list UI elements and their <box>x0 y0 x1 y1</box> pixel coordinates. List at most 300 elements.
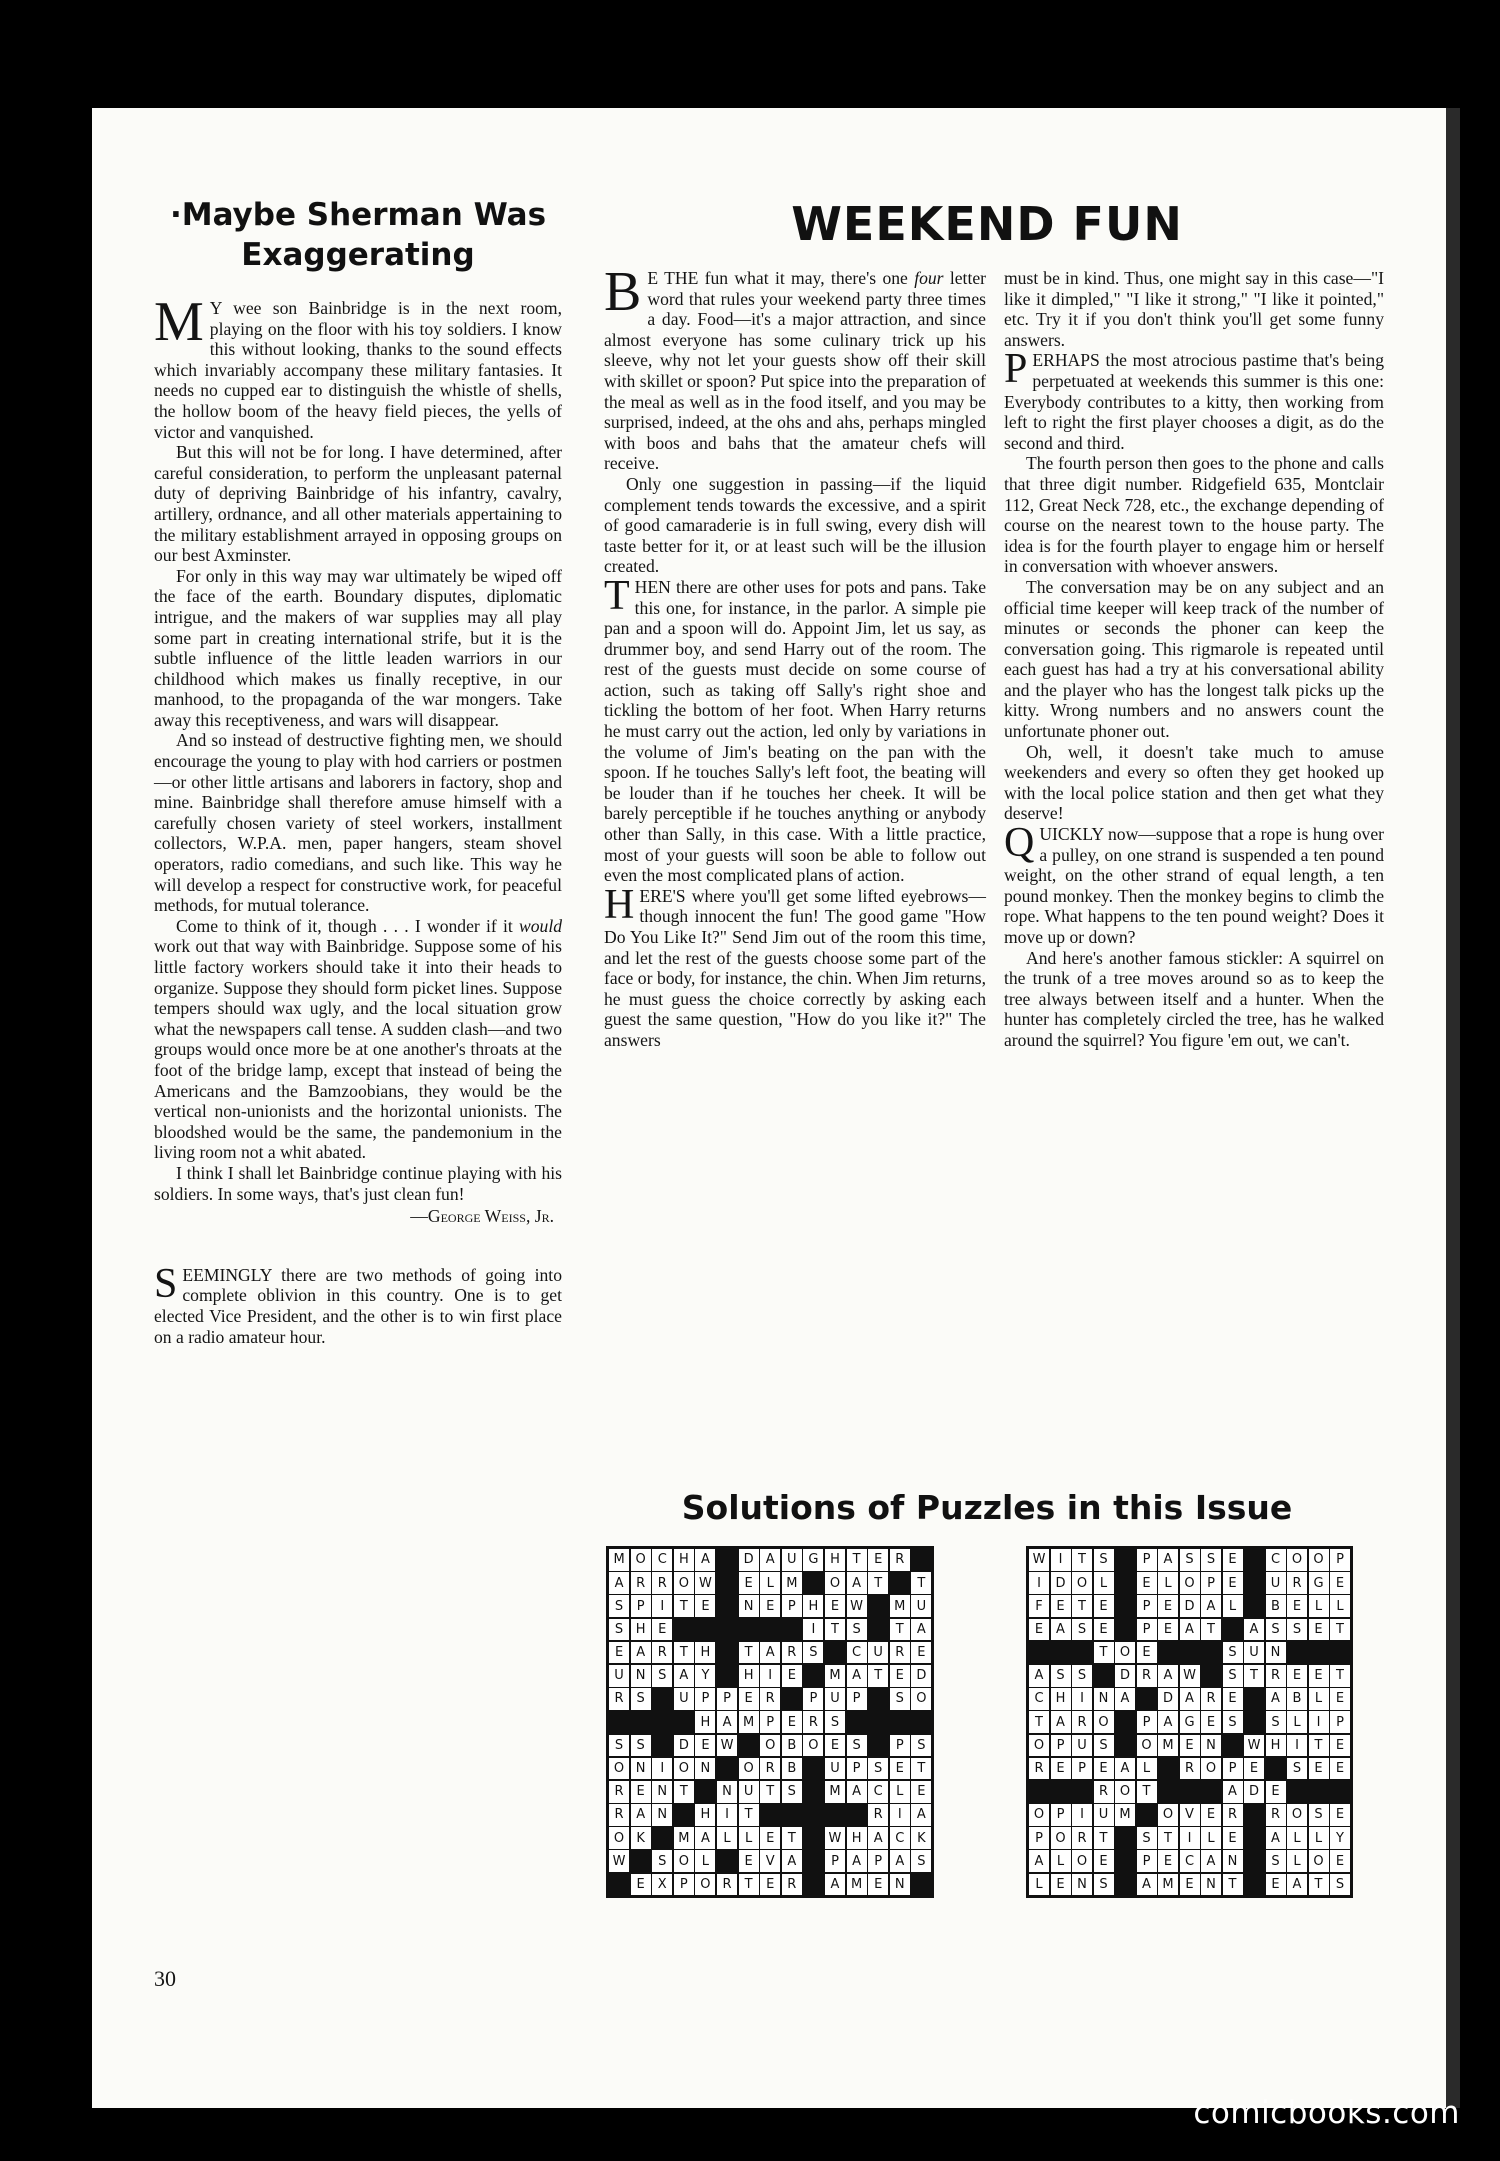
grid-letter: T <box>1094 1642 1114 1664</box>
grid-letter: P <box>847 1758 867 1780</box>
grid-letter: M <box>674 1827 694 1849</box>
grid-letter: A <box>1137 1874 1157 1896</box>
grid-letter: E <box>890 1665 910 1687</box>
grid-letter: S <box>1287 1758 1307 1780</box>
grid-letter: D <box>674 1735 694 1757</box>
grid-letter: O <box>631 1549 651 1571</box>
grid-letter: N <box>890 1874 910 1896</box>
grid-letter: M <box>825 1665 845 1687</box>
black-square <box>609 1711 629 1733</box>
grid-letter: S <box>847 1735 867 1757</box>
grid-letter: E <box>1094 1850 1114 1872</box>
grid-letter: H <box>1051 1688 1071 1710</box>
grid-letter: L <box>739 1827 759 1849</box>
crossword-solution-left <box>606 1546 934 1898</box>
drop-cap: Q <box>1004 820 1035 867</box>
grid-letter: I <box>890 1804 910 1826</box>
grid-letter: T <box>739 1874 759 1896</box>
grid-letter: W <box>847 1595 867 1617</box>
grid-letter: N <box>1201 1874 1221 1896</box>
grid-letter: P <box>1051 1735 1071 1757</box>
drop-cap: T <box>604 572 630 619</box>
grid-letter: H <box>739 1665 759 1687</box>
grid-letter: N <box>1094 1688 1114 1710</box>
grid-letter: Y <box>1330 1827 1350 1849</box>
weekend-fun-column-1 <box>604 261 987 1051</box>
grid-letter: E <box>1094 1619 1114 1641</box>
black-square <box>717 1642 737 1664</box>
black-square <box>760 1804 780 1826</box>
paragraph: M Y wee son Bainbridge is in the next room, playing on the floor with his toy soldiers. I know this without looking, thanks to the sound effects which invariably accompany these military fantasies. It needs no cupped ear to distinguish the whistle of shells, the hollow boom of the heavy field pieces, the yells of victor and vanquished. <box>154 291 562 442</box>
grid-letter: X <box>652 1874 672 1896</box>
black-square <box>803 1572 823 1594</box>
grid-letter: H <box>695 1642 715 1664</box>
grid-letter: S <box>782 1781 802 1803</box>
grid-letter: N <box>695 1758 715 1780</box>
grid-letter: L <box>1029 1874 1049 1896</box>
grid-letter: M <box>609 1549 629 1571</box>
grid-letter: T <box>890 1619 910 1641</box>
black-square <box>868 1595 888 1617</box>
grid-letter: D <box>739 1549 759 1571</box>
watermark: comicbooks.com <box>1193 2095 1460 2131</box>
grid-letter: M <box>1158 1874 1178 1896</box>
grid-letter: I <box>1180 1827 1200 1849</box>
black-square <box>1051 1642 1071 1664</box>
grid-letter: E <box>1051 1758 1071 1780</box>
grid-letter: R <box>868 1804 888 1826</box>
black-square <box>825 1642 845 1664</box>
grid-letter: E <box>652 1619 672 1641</box>
grid-letter: P <box>1201 1572 1221 1594</box>
grid-letter: R <box>782 1874 802 1896</box>
page-number: 30 <box>154 1966 176 1991</box>
black-square <box>847 1711 867 1733</box>
grid-letter: W <box>1029 1549 1049 1571</box>
grid-letter: E <box>1309 1619 1329 1641</box>
grid-letter: H <box>674 1549 694 1571</box>
drop-cap: S <box>154 1260 178 1307</box>
grid-letter: A <box>911 1804 931 1826</box>
grid-letter: P <box>717 1688 737 1710</box>
grid-letter: I <box>1309 1711 1329 1733</box>
grid-letter: O <box>1029 1804 1049 1826</box>
grid-letter: R <box>1223 1804 1243 1826</box>
grid-letter: E <box>760 1874 780 1896</box>
grid-letter: E <box>760 1827 780 1849</box>
grid-letter: E <box>1051 1595 1071 1617</box>
grid-letter: N <box>1072 1874 1092 1896</box>
black-square <box>782 1688 802 1710</box>
black-square <box>1115 1735 1135 1757</box>
grid-letter: S <box>1094 1874 1114 1896</box>
grid-letter: S <box>1287 1619 1307 1641</box>
black-square <box>1287 1781 1307 1803</box>
grid-letter: C <box>652 1549 672 1571</box>
black-square <box>803 1850 823 1872</box>
grid-letter: O <box>674 1572 694 1594</box>
grid-letter: U <box>1094 1804 1114 1826</box>
grid-letter: T <box>1137 1781 1157 1803</box>
author-signature: —George Weiss, Jr. <box>410 1206 554 1227</box>
grid-letter: K <box>911 1827 931 1849</box>
grid-letter: S <box>1309 1804 1329 1826</box>
grid-letter: I <box>1072 1688 1092 1710</box>
grid-letter: I <box>1029 1572 1049 1594</box>
black-square <box>1330 1781 1350 1803</box>
grid-letter: P <box>825 1850 845 1872</box>
grid-letter: I <box>652 1595 672 1617</box>
grid-letter: A <box>760 1549 780 1571</box>
grid-letter: O <box>674 1850 694 1872</box>
grid-letter: R <box>760 1688 780 1710</box>
black-square <box>890 1711 910 1733</box>
black-square <box>803 1804 823 1826</box>
grid-letter: S <box>1266 1619 1286 1641</box>
drop-cap: M <box>154 291 204 353</box>
black-square <box>911 1711 931 1733</box>
grid-letter: U <box>1244 1642 1264 1664</box>
grid-letter: P <box>695 1688 715 1710</box>
grid-letter: M <box>739 1711 759 1733</box>
grid-letter: A <box>1201 1850 1221 1872</box>
grid-letter: T <box>739 1642 759 1664</box>
grid-letter: E <box>1201 1711 1221 1733</box>
black-square <box>717 1549 737 1571</box>
black-square <box>1244 1711 1264 1733</box>
grid-letter: S <box>1094 1549 1114 1571</box>
grid-letter: S <box>1330 1874 1350 1896</box>
grid-letter: U <box>825 1688 845 1710</box>
black-square <box>1115 1711 1135 1733</box>
black-square <box>1330 1642 1350 1664</box>
black-square <box>1158 1642 1178 1664</box>
grid-letter: E <box>890 1758 910 1780</box>
grid-letter: R <box>1094 1781 1114 1803</box>
grid-letter: O <box>739 1758 759 1780</box>
black-square <box>717 1850 737 1872</box>
grid-letter: L <box>1287 1827 1307 1849</box>
grid-letter: E <box>1330 1758 1350 1780</box>
grid-letter: A <box>1266 1827 1286 1849</box>
grid-letter: O <box>1072 1572 1092 1594</box>
black-square <box>868 1619 888 1641</box>
article-title-sherman: ·Maybe Sherman Was Exaggerating <box>169 197 547 273</box>
grid-letter: T <box>1309 1874 1329 1896</box>
grid-letter: S <box>1051 1665 1071 1687</box>
grid-letter: S <box>631 1735 651 1757</box>
black-square <box>1115 1572 1135 1594</box>
grid-letter: T <box>674 1595 694 1617</box>
grid-letter: O <box>609 1827 629 1849</box>
grid-letter: T <box>1094 1827 1114 1849</box>
grid-letter: S <box>1266 1850 1286 1872</box>
grid-letter: N <box>1201 1735 1221 1757</box>
grid-letter: A <box>1223 1781 1243 1803</box>
grid-letter: S <box>1180 1549 1200 1571</box>
grid-letter: A <box>717 1711 737 1733</box>
grid-letter: N <box>631 1758 651 1780</box>
black-square <box>1115 1549 1135 1571</box>
grid-letter: R <box>609 1781 629 1803</box>
magazine-page <box>92 108 1460 2108</box>
grid-letter: E <box>739 1850 759 1872</box>
grid-letter: A <box>631 1642 651 1664</box>
grid-letter: L <box>1287 1711 1307 1733</box>
black-square <box>1029 1781 1049 1803</box>
grid-letter: E <box>1137 1572 1157 1594</box>
grid-letter: E <box>695 1735 715 1757</box>
black-square <box>1115 1850 1135 1872</box>
grid-letter: A <box>890 1850 910 1872</box>
grid-letter: T <box>1223 1874 1243 1896</box>
grid-letter: S <box>1072 1619 1092 1641</box>
grid-letter: A <box>782 1850 802 1872</box>
grid-letter: E <box>1137 1642 1157 1664</box>
grid-letter: S <box>1072 1665 1092 1687</box>
black-square <box>868 1735 888 1757</box>
grid-letter: H <box>695 1711 715 1733</box>
grid-letter: S <box>1094 1735 1114 1757</box>
grid-letter: T <box>1330 1665 1350 1687</box>
grid-letter: E <box>631 1874 651 1896</box>
black-square <box>739 1735 759 1757</box>
black-square <box>825 1804 845 1826</box>
grid-letter: W <box>717 1735 737 1757</box>
grid-letter: A <box>1115 1688 1135 1710</box>
grid-letter: N <box>739 1595 759 1617</box>
grid-letter: E <box>760 1595 780 1617</box>
paragraph: The conversation may be on any subject and an official time keeper will keep track of the number of minutes or seconds the phoner can keep the conversation going. This rigmarole is repeated until each guest has had a try at his conversational ability and the player who has the longest talk picks up the kitty. Wrong numbers and no answers count the unfortunate phoner out. <box>1004 576 1384 742</box>
grid-letter: C <box>868 1781 888 1803</box>
grid-letter: R <box>609 1804 629 1826</box>
paragraph: For only in this way may war ultimately be wiped off the face of the earth. Boundary disputes, diplomatic intrigue, and the makers of war supplies may all play some part in creating international strife, but it is the subtle influence of the little leaden warriors in our childhood which makes us finally receptive, in our manhood, to the propaganda of the war mongers. Take away this receptiveness, and wars will disappear. <box>154 565 562 730</box>
grid-letter: I <box>760 1665 780 1687</box>
black-square <box>1115 1827 1135 1849</box>
paragraph: Come to think of it, though . . . I wonder if it would work out that way with Bainbridge. Suppose some of his little factory workers should take it into their heads to organize. Suppose they should form picket lines. Suppose tempers should wax ugly, and the local situation grow what the newspapers call tense. A sudden clash—and two groups would once more be at one another's throats at the foot of the bridge lamp, except that instead of being the Americans and the Bamzoobians, they would be the vertical non-unionists and the horizontal unionists. The bloodshed would be the same, the pandemonium in the living room not a whit abated. <box>154 915 562 1163</box>
grid-letter: W <box>825 1827 845 1849</box>
grid-letter: N <box>652 1804 672 1826</box>
grid-letter: P <box>674 1874 694 1896</box>
grid-letter: C <box>1029 1688 1049 1710</box>
grid-letter: L <box>760 1572 780 1594</box>
grid-letter: R <box>631 1572 651 1594</box>
grid-letter: L <box>1309 1688 1329 1710</box>
grid-letter: T <box>847 1549 867 1571</box>
grid-letter: A <box>1051 1711 1071 1733</box>
grid-letter: E <box>631 1781 651 1803</box>
grid-letter: I <box>803 1619 823 1641</box>
grid-letter: P <box>1072 1758 1092 1780</box>
black-square <box>717 1572 737 1594</box>
grid-letter: O <box>1201 1758 1221 1780</box>
paragraph: HERE'S where you'll get some lifted eyebrows—though innocent the fun! The good game "How Do You Like It?" Send Jim out of the room this time, and let the rest of the guests choose some part of the face or body, for instance, the chin. When Jim returns, he must guess the choice correctly by asking each guest the same question, "How do you like it?" The answers <box>604 881 986 1050</box>
black-square <box>652 1735 672 1757</box>
grid-letter: E <box>1223 1549 1243 1571</box>
black-square <box>782 1804 802 1826</box>
paragraph: PERHAPS the most atrocious pastime that's being perpetuated at weekends this summer is this one: Everybody contributes to a kitty, then working from left to right the first player chooses a digit, as do the second and third. <box>1004 346 1384 453</box>
black-square <box>803 1874 823 1896</box>
black-square <box>1244 1850 1264 1872</box>
grid-letter: O <box>1158 1804 1178 1826</box>
grid-letter: P <box>1137 1619 1157 1641</box>
grid-letter: T <box>674 1642 694 1664</box>
grid-letter: E <box>1094 1758 1114 1780</box>
grid-letter: S <box>1201 1549 1221 1571</box>
grid-letter: N <box>717 1781 737 1803</box>
black-square <box>868 1688 888 1710</box>
grid-letter: U <box>674 1688 694 1710</box>
grid-letter: B <box>1266 1595 1286 1617</box>
black-square <box>1244 1827 1264 1849</box>
grid-letter: S <box>652 1850 672 1872</box>
grid-letter: N <box>631 1665 651 1687</box>
grid-letter: L <box>1051 1850 1071 1872</box>
black-square <box>803 1827 823 1849</box>
grid-letter: S <box>1266 1711 1286 1733</box>
grid-letter: P <box>1029 1827 1049 1849</box>
grid-letter: S <box>609 1735 629 1757</box>
grid-letter: P <box>760 1711 780 1733</box>
grid-letter: F <box>1029 1595 1049 1617</box>
grid-letter: E <box>739 1572 759 1594</box>
grid-letter: P <box>868 1850 888 1872</box>
grid-letter: T <box>1158 1827 1178 1849</box>
grid-letter: T <box>1029 1711 1049 1733</box>
page-title: WEEKEND FUN <box>791 197 1183 251</box>
grid-letter: P <box>847 1688 867 1710</box>
grid-letter: L <box>1223 1595 1243 1617</box>
grid-letter: M <box>847 1874 867 1896</box>
grid-letter: O <box>1072 1850 1092 1872</box>
grid-letter: O <box>1115 1642 1135 1664</box>
grid-letter: T <box>1072 1595 1092 1617</box>
grid-letter: R <box>1201 1688 1221 1710</box>
drop-cap: P <box>1004 346 1028 393</box>
grid-letter: P <box>782 1595 802 1617</box>
grid-letter: A <box>1158 1549 1178 1571</box>
black-square <box>847 1804 867 1826</box>
grid-letter: O <box>1137 1735 1157 1757</box>
grid-letter: I <box>1287 1735 1307 1757</box>
grid-letter: E <box>1309 1665 1329 1687</box>
grid-letter: E <box>1223 1572 1243 1594</box>
grid-letter: P <box>1137 1595 1157 1617</box>
grid-letter: L <box>1201 1827 1221 1849</box>
paragraph: Oh, well, it doesn't take much to amuse weekenders and every so often they get hooked up with the local police station and then get what they deserve! <box>1004 741 1384 824</box>
grid-letter: P <box>1137 1549 1157 1571</box>
grid-letter: C <box>1180 1850 1200 1872</box>
grid-letter: O <box>609 1758 629 1780</box>
grid-letter: E <box>1051 1874 1071 1896</box>
black-square <box>890 1572 910 1594</box>
grid-letter: M <box>782 1572 802 1594</box>
grid-letter: D <box>1244 1781 1264 1803</box>
black-square <box>674 1711 694 1733</box>
grid-letter: P <box>890 1735 910 1757</box>
page-edge-shadow <box>1446 108 1460 2108</box>
grid-letter: R <box>1029 1758 1049 1780</box>
grid-letter: S <box>1137 1827 1157 1849</box>
grid-letter: U <box>739 1781 759 1803</box>
grid-letter: L <box>1309 1595 1329 1617</box>
grid-letter: A <box>695 1827 715 1849</box>
grid-letter: A <box>1158 1665 1178 1687</box>
grid-letter: E <box>1201 1804 1221 1826</box>
grid-letter: H <box>847 1827 867 1849</box>
grid-letter: W <box>1180 1665 1200 1687</box>
grid-letter: A <box>760 1642 780 1664</box>
black-square <box>1244 1804 1264 1826</box>
black-square <box>1287 1642 1307 1664</box>
black-square <box>1137 1688 1157 1710</box>
grid-letter: L <box>1309 1827 1329 1849</box>
grid-letter: S <box>1223 1711 1243 1733</box>
black-square <box>1158 1758 1178 1780</box>
black-square <box>1266 1758 1286 1780</box>
paragraph: I think I shall let Bainbridge continue playing with his soldiers. In some ways, that's just clean fun! <box>154 1162 562 1204</box>
grid-letter: U <box>1266 1572 1286 1594</box>
grid-letter: T <box>868 1572 888 1594</box>
grid-letter: R <box>1287 1572 1307 1594</box>
black-square <box>1051 1781 1071 1803</box>
black-square <box>1137 1804 1157 1826</box>
black-square <box>911 1874 931 1896</box>
grid-letter: E <box>1330 1572 1350 1594</box>
paragraph: And so instead of destructive fighting men, we should encourage the young to play with hod carriers or postmen—or other little artisans and laborers in factory, shop and mine. Bainbridge shall therefore amuse himself with a carefully chosen variety of steel workers, installment collectors, W.P.A. men, paper hangers, steam shovel operators, radio comedians, and such like. This way he will develop a respect for constructive work, for peaceful methods, for mutual tolerance. <box>154 730 562 916</box>
grid-letter: T <box>911 1758 931 1780</box>
grid-letter: D <box>1051 1572 1071 1594</box>
grid-letter: L <box>1287 1850 1307 1872</box>
grid-letter: S <box>609 1619 629 1641</box>
grid-letter: U <box>911 1595 931 1617</box>
black-square <box>1244 1572 1264 1594</box>
grid-letter: A <box>1180 1688 1200 1710</box>
grid-letter: T <box>1309 1735 1329 1757</box>
black-square <box>1223 1619 1243 1641</box>
black-square <box>803 1781 823 1803</box>
grid-letter: U <box>1072 1735 1092 1757</box>
paragraph: Only one suggestion in passing—if the liquid complement tends towards the excessive, and a spirit of good camaraderie is in full swing, every dish will taste better for it, or at least such will be the illusion created. <box>604 473 986 577</box>
grid-letter: S <box>911 1735 931 1757</box>
grid-letter: E <box>825 1595 845 1617</box>
black-square <box>1115 1619 1135 1641</box>
grid-letter: A <box>1287 1874 1307 1896</box>
grid-letter: E <box>1158 1619 1178 1641</box>
black-square <box>1244 1595 1264 1617</box>
black-square <box>717 1595 737 1617</box>
grid-letter: L <box>1094 1572 1114 1594</box>
grid-letter: L <box>1158 1572 1178 1594</box>
grid-letter: R <box>652 1642 672 1664</box>
grid-letter: W <box>609 1850 629 1872</box>
grid-letter: A <box>1201 1595 1221 1617</box>
grid-letter: E <box>1287 1595 1307 1617</box>
grid-letter: E <box>868 1549 888 1571</box>
grid-letter: S <box>1223 1642 1243 1664</box>
grid-letter: H <box>825 1549 845 1571</box>
grid-letter: T <box>825 1619 845 1641</box>
grid-letter: E <box>782 1665 802 1687</box>
paragraph: And here's another famous stickler: A squirrel on the trunk of a tree moves around so as to keep the tree always between itself and a hunter. When the hunter has completely circled the tree, has he walked around the squirrel? You figure 'em out, we can't. <box>1004 947 1384 1050</box>
article-sherman <box>154 291 562 1347</box>
grid-letter: A <box>1244 1619 1264 1641</box>
grid-letter: E <box>1158 1850 1178 1872</box>
grid-letter: A <box>911 1619 931 1641</box>
grid-letter: Y <box>695 1665 715 1687</box>
black-square <box>717 1665 737 1687</box>
grid-letter: E <box>825 1735 845 1757</box>
